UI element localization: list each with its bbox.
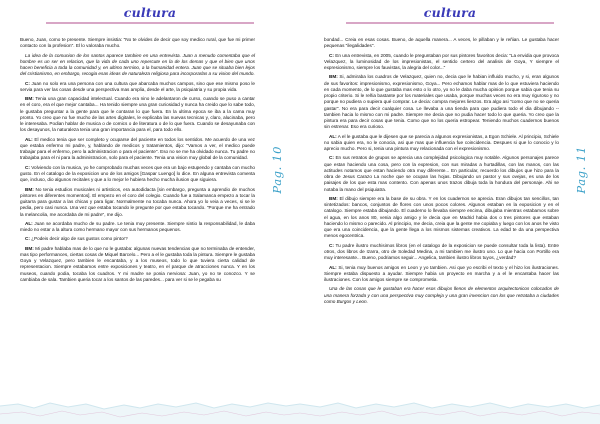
logo-rule (46, 22, 254, 24)
torn-paper-decoration (0, 392, 300, 424)
paragraph-text: Si, admiraba los cuadros de Velazquez, quien no, decia que le habian influido mucho, y si, eran algunos de sus favoritos: impresionismo, expresionismo, Goya... Pero echamos hablar mas de lo que estuviera haciendo en cada momento, de lo que gustaba mas esto o lo otro, yo no le daba mucha opinion porque sabia que tenia su propio criterio. Si le reñia bastante por los materiales que usaba, porque muchas veces no era muy riguroso y no porque no pudiera o supiera qué comprar. Le decia: compra mejores lienzos. Era algo asi "como que no se queria gastar". No era para decir cualquier cosa. Le llevaba a una tienda para que pudiera todo el dia dibujando -- tambien hacia lo mismo con mi padre. Siempre me decia que no pudia hacer todo lo que queria. Yo creo que la pintura era para decir cosas que tenia. Como que no los queria estropear. Teniendo muchos cuadernos buenos sin estrenar. Eso era curioso. (324, 74, 560, 130)
speaker-initials: AL: (25, 136, 33, 142)
paragraph (20, 187, 255, 218)
article-column-right (324, 37, 559, 308)
paragraph (20, 53, 255, 78)
right-page (300, 0, 600, 424)
speaker-initials: C: (329, 52, 334, 58)
speaker-initials: AL: (329, 133, 337, 139)
paragraph (20, 165, 255, 184)
speaker-initials: C: (329, 242, 334, 248)
paragraph (20, 81, 255, 94)
paragraph (324, 243, 559, 262)
paragraph-text: Juan se acordaba mucho de su padre. Le tenia muy presente. Siempre sintio la responsabilidad, le daba miedo no estar a la altura como hermano mayor con sus hermanos pequenos. (20, 220, 255, 233)
page-number-text: Pag. 10 (270, 146, 284, 194)
paragraph-text: A el le gustaba que le dijesen que se parecia a algunos expresionistas, a Egon Schiele. Al principio, Schiele no sabia quien era, no le conocia, asi que mas que influencia fue coincidencia. Despues si que lo conocio y lo aprecio mucho. Pero si, tenia una pintura muy relacionada con el expresionismo. (324, 133, 559, 152)
paragraph-text: Tu padre ilustro muchisimos libros (en el catalogo de la exposicion se puede consultar toda la lista). Entre otros, dos libros de Izarra, otro de Soledad Medina, a mi tambien me ilustro uno. Lo que hacia con Portillo era muy interesante... Bueno, podriamos seguir... Angelica, tambien ilustro libros tuyos, ¿verdad? (324, 242, 559, 261)
paragraph (20, 137, 255, 162)
paragraph (20, 236, 255, 242)
speaker-initials: BM: (329, 74, 338, 80)
paragraph-text: En una entrevista, en 2005, cuando le preguntaban por sus pintores favoritos decia: "La envidia que provoca Velazquez, la luminosidad de los impresionistas, el sentido certero del analisis de Goya, Y siempre el expresionismo, siempre los fauvistas, la alegria del color..." (324, 52, 559, 71)
paragraph (324, 53, 559, 72)
page-number-text: Pag. 11 (574, 146, 588, 194)
paragraph (324, 37, 559, 50)
paragraph-text: Una de las cosas que le gustaban era hacer esos dibujos llenos de elementos arquitectonicos colocados de una manera forzada y con una perspectiva muy compleja y una gran invencion con los que retrataba a ciudades como Burgos y Leon. (324, 286, 559, 304)
logo-rule (346, 22, 554, 24)
paragraph (20, 96, 255, 134)
page-number-label (268, 146, 288, 266)
paragraph (324, 196, 559, 240)
paragraph-text: Volviendo con la musica, yo he comprobado muchas veces que era un bajo estupendo y cantaba con mucho gusto. En el catalogo de la exposicion uno de los amigos [Gaspar Luengo] lo dice. En alguna entrevista comenta que, incluso, dio algunos recitales y que a lo mejor le hubiera hecho mucha ilusion que siguiera. (20, 164, 255, 183)
paragraph (20, 221, 255, 234)
paragraph-text: La idea de la comunion de los santos aparece tambien en una entrevista. Juan a menudo comentaba que el hombre es un ser en relacion, que la vida de cada uno repercute en la de los demas y que el bien que unos hacen beneficia a toda la comunidad y, en ultimo termino, a la humanidad entera. Juan que se situaba bien lejos del cristianismo, en embargo, recogia esas ideas de naturaleza religiosa para incorporarlas a su vision del mundo. (20, 52, 255, 77)
paragraph (324, 155, 559, 193)
paragraph-text: Si, tenia muy buenos amigos en Leon y yo tambien. Asi que yo escribi el texto y el hizo los ilustraciones. Siempre estaba dispuesto a ayudar. Siempre habia un proyecto en marcha y a el le encantaba hacer las ilustraciones. Con los amigos siempre se comprometia. (324, 264, 559, 283)
speaker-initials: C: (25, 164, 30, 170)
paragraph-text: ¿Podeis decir algo de sus gustos como pintor? (31, 236, 128, 242)
speaker-initials: BM: (25, 96, 34, 102)
speaker-initials: AL: (329, 264, 337, 270)
paragraph (324, 74, 559, 130)
paragraph-text: El dibujo siempre era la base de su obra. Y en los cuadernos se aprecia. Eran dibujos tan sencillos, tan sintetizados: bancos, conjuntos de flores con unos pocos colores. Algunos estaban en la exposicion y en el catalogo. Siempre estaba dibujando. El cuaderno lo llevaba siempre encima, dibujaba mientras estabamos sobre el agua, en los anos 80, venia algo amigo y le decia que en Madrid habia dos o tres pintores que estaban haciendo lo mismo o parecido. Al principio, me decia, creia que la gente me copiaba y luego con los anos he visto que era una coincidencia, que la gente llega a los mismos sistemas creativos. La edad te da una perspectiva menos egocentrica. (324, 195, 559, 239)
speaker-initials: BM: (25, 245, 34, 251)
magazine-logo: cultura (123, 5, 177, 20)
paragraph-text: No tenia estudios musicales ni artisticos, era autodidacta [sin embargo, pregunta a aprendio de muchos pintores en diferentes momentos]. El empezo en el coro del colegio. Cuando fue a Salamanca empezo a tocar la guitarra para gustar a las chicas y para ligar. Normalmente no tocaba nunca. Ahora yo lo veia a veces, si se le pedia, pero casi nunca. Una vez que estaba tocando le pregunte por que estaba tocando. "Porque me ha entrado la melancolia, me acordaba de mi padre", me dijo. (20, 186, 255, 217)
paragraph (20, 246, 255, 284)
speaker-initials: C: (25, 80, 30, 86)
paragraph (324, 286, 559, 305)
page-number-label (572, 146, 592, 266)
torn-paper-decoration (300, 392, 600, 424)
paragraph-text: Tenia una gran capacidad intelectual. Cuando era nino le adelantaron de curso, cuando se puso a cantar en el coro, era el que mejor cantaba... Ha tenido siempre una gran curiosidad y nunca ha creido que lo sabe todo, le gustaba preguntar a la gente para que le contaran lo que fuera. En la ultima epoca se iba a la cama muy pronto. Yo creo que no fue mucho de las artes digitales, le explicaba las nuevas tecnicas y, claro, alucinaba, pero le interesaba. Podian hablar de musica o de comics o de literatura o de lo que fuera. Cuando se desayunaba con los desayunos, la naturaleza tenia una gran importancia para el, para todo ello. (20, 96, 255, 133)
paragraph (20, 37, 255, 50)
paragraph-text: El medico tenia que ser completo y ocuparse del paciente en todos los sentidos. Me acuerdo de una vez que estaba enfermo mi padre, y, hablando de medicos y tratamientos, dijo: "Vamos a ver, el medico puede trabajar para el enfermo, pero la administracion o para el paciente". Eso no se me ha olvidado nunca. Tu padre no trabajaba para el ni para la administracion, solo para el paciente. Tenia una vision muy global de la comunidad. (20, 136, 255, 161)
magazine-logo: cultura (423, 5, 477, 20)
paragraph-text: En sus retratos de grupos se aprecia una complejidad psicologica muy notable. Algunos personajes parece que estan haciendo una cosa, pero con la expresion, con sus miradas a hurtadillas, con las manos, con las actitudes notamos que estan haciendo otra muy diferente... En particular, recuerdo los dibujos que hizo para la obra de Jesus Carazo La noche que se ocupan las hojas. Dibujando un pastor y sus ovejas, es una de los paisajes de los que esta mas contento. Con apenas unos trazos dibuja toda la hondura del personaje. Ahi se notaba la mano del psiquiatra. (324, 155, 559, 192)
paragraph-text: Juan no solo era una persona con una cultura que abarcaba muchos campos, sino que ese mismo poso le servia para ver las cosas desde una perspectiva mas amplia, desde el arte, la psiquiatria y su propia vida. (20, 80, 255, 92)
paragraph (324, 265, 559, 284)
paragraph-text: bondad... Creia en esas cosas. Bueno, de aquella manera... A veces, le pillaban y le reñian. Le gustaba hacer pequenas "ilegalidades". (324, 37, 559, 49)
speaker-initials: BM: (329, 195, 338, 201)
article-column-left (20, 37, 255, 286)
speaker-initials: BM: (25, 186, 34, 192)
paragraph-text: Mi padre hablaba mas de lo que no le gustaba: algunas nuevas tendencias que no terminaba de entender, mas tipo performances, ciertas cosas de Miquel Barcelo... Pero a el le gustaba toda la pintura. Siempre le gustaba Goya y Velazquez, pero tambien le encantaba, y a los museos, todo lo que tuviera cierta calidad de representacion. Siempre estabamos entre exposiciones y teatro, en el parque de atracciones nunca. Y en los museos, cuando podia, tocaba los cuadros. Y mi madre se ponia nerviosa: Juan, yo no te conozco. Y se cambiaba de sala. Tambien queria tocar a los santos de las paredes... para ver si se le pegaba su (20, 245, 255, 282)
paragraph-text: Bueno, Juan, como te presente. Siempre insistia: "No te olvides de decir que soy medico rural, que fue mi primer contacto con la profesion". El lo valoraba mucho. (20, 37, 255, 49)
speaker-initials: C: (329, 155, 334, 161)
speaker-initials: C: (25, 236, 30, 242)
speaker-initials: AL: (25, 220, 33, 226)
paragraph (324, 134, 559, 153)
